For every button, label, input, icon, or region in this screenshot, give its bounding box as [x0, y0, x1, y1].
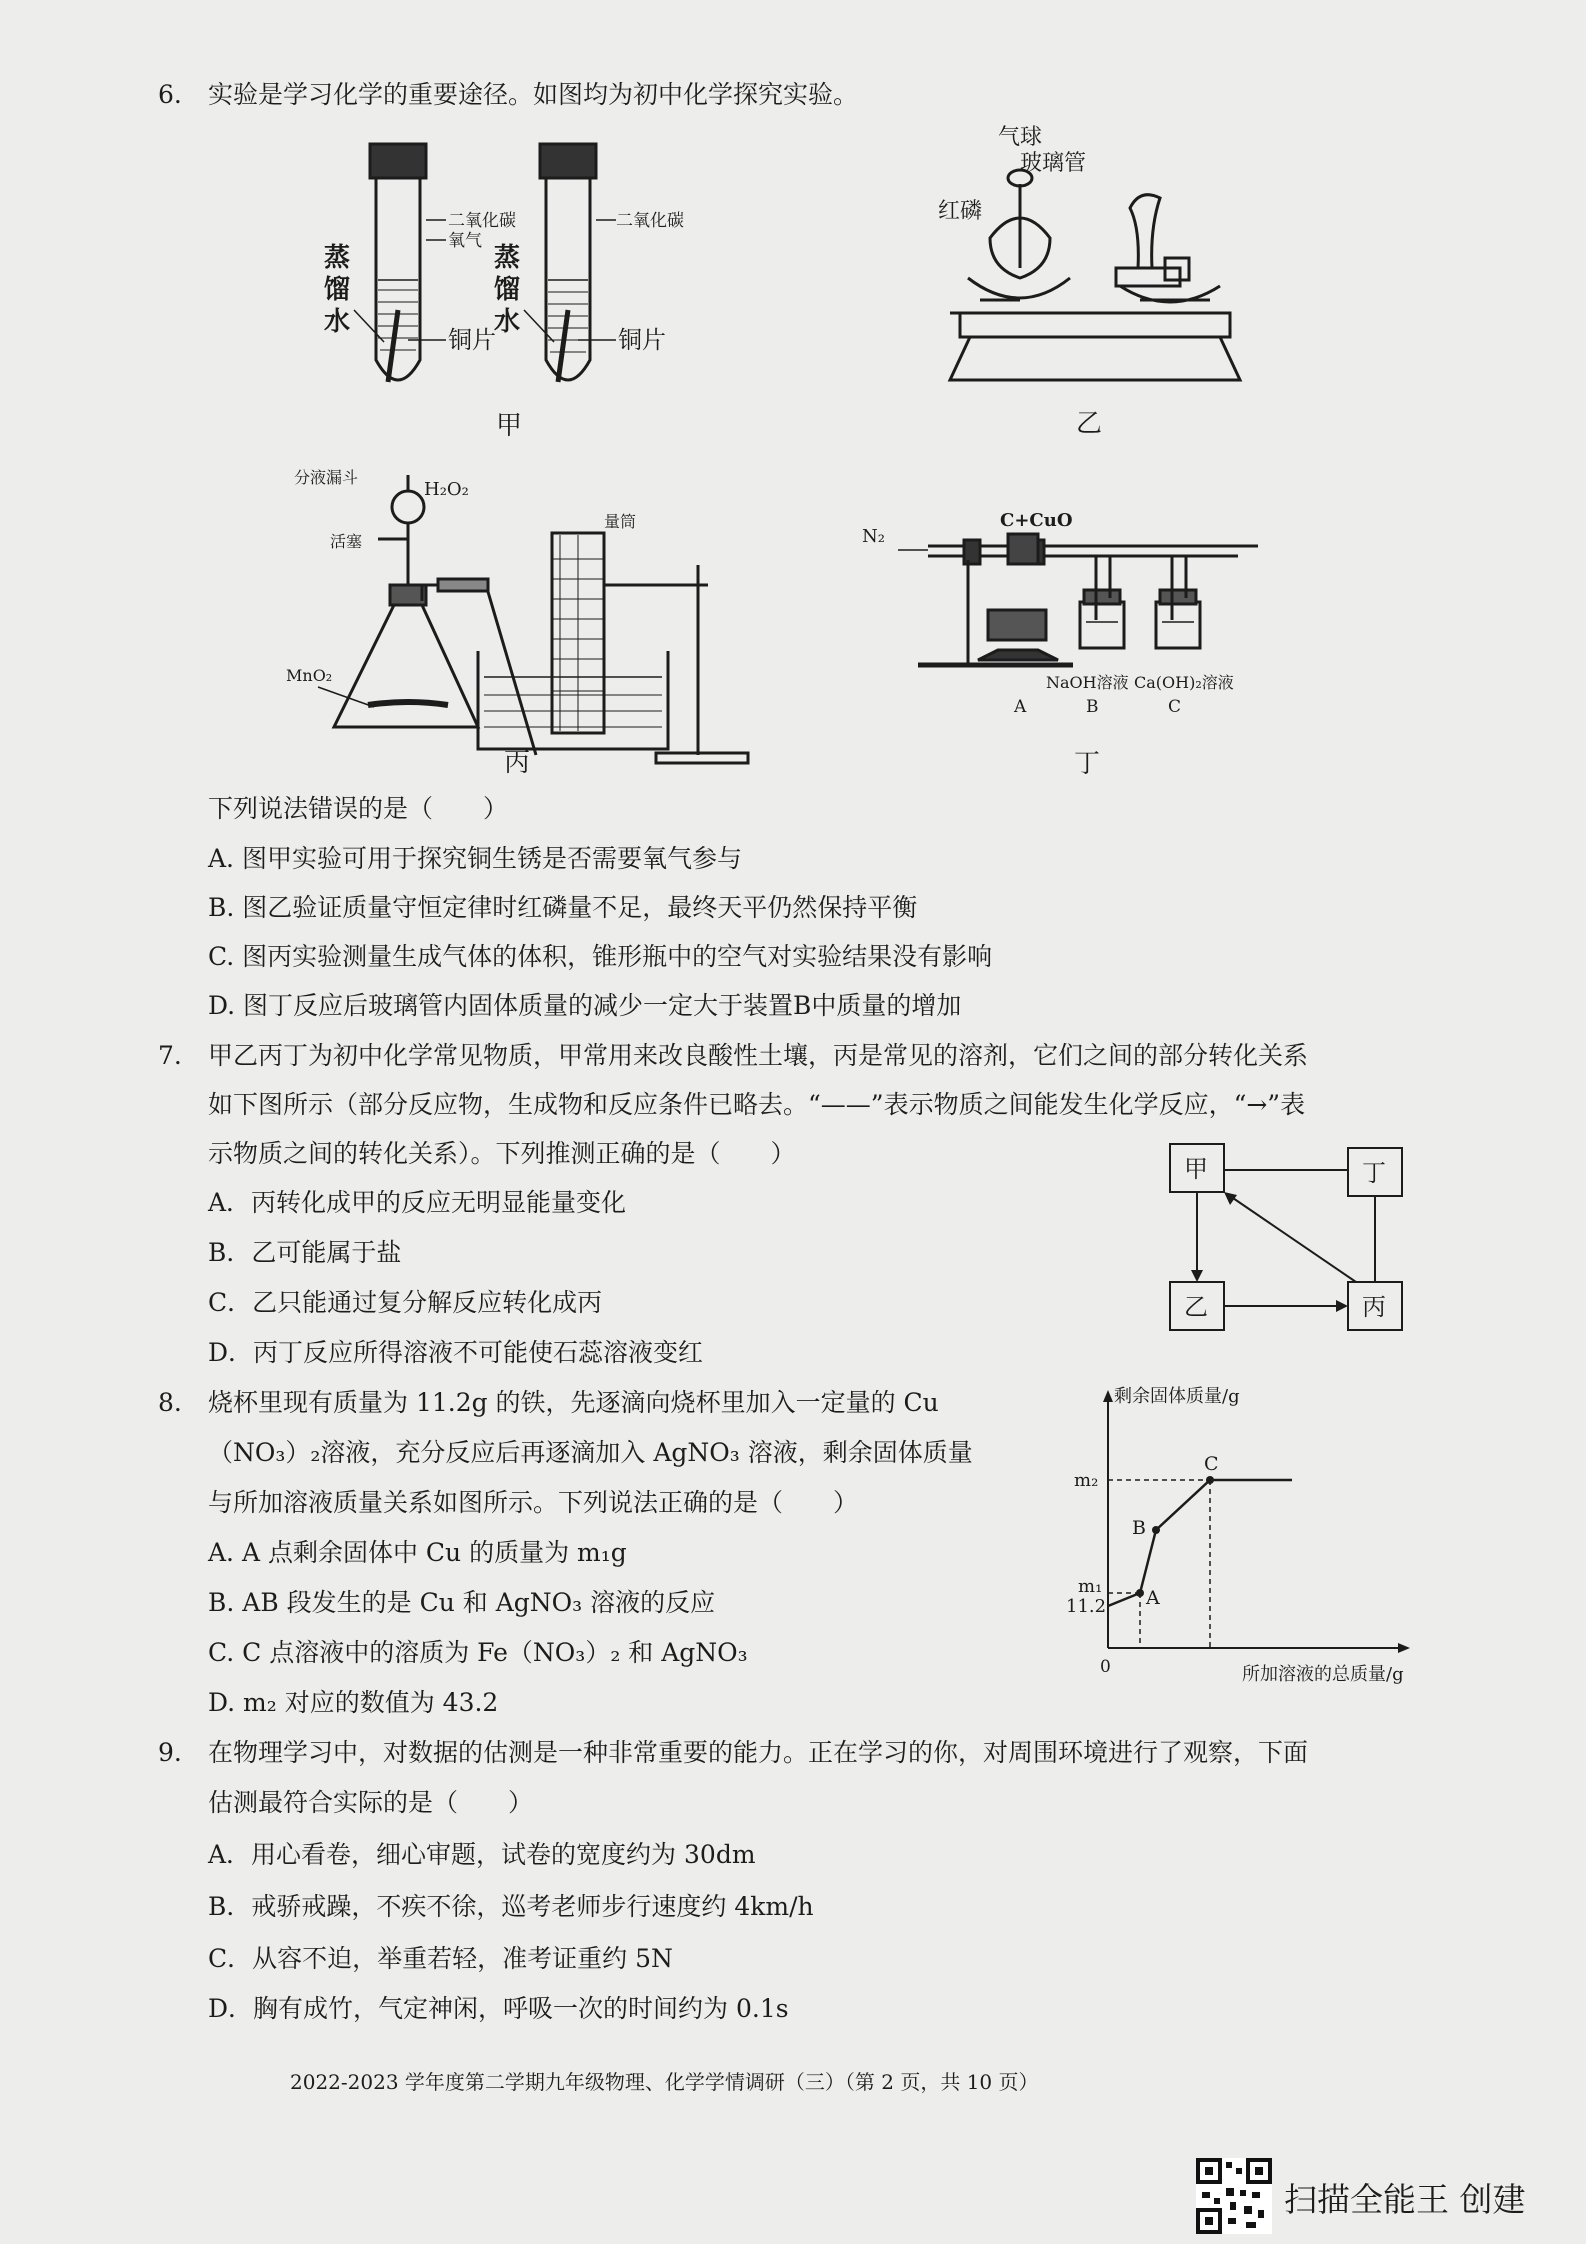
question-9-option-b[interactable]: B．戒骄戒躁，不疾不徐，巡考老师步行速度约 4km/h: [208, 1892, 814, 1921]
question-6-option-a[interactable]: A. 图甲实验可用于探究铜生锈是否需要氧气参与: [208, 844, 742, 873]
balance: [950, 170, 1240, 380]
bing-mno2-label: MnO₂: [286, 666, 333, 685]
jia-gas1-label: 二氧化碳: [448, 211, 516, 231]
tick-11-2: 11.2: [1066, 1596, 1107, 1617]
ding-caoh-label: Ca(OH)₂溶液: [1134, 673, 1234, 692]
question-9-option-a[interactable]: A．用心看卷，细心审题，试卷的宽度约为 30dm: [208, 1840, 756, 1869]
test-tube-left: [370, 144, 446, 382]
page-footer: 2022-2023 学年度第二学期九年级物理、化学学情调研（三）（第 2 页，共 10 页）: [290, 2070, 1039, 2094]
tick-m2: m₂: [1074, 1470, 1099, 1491]
mass-curve: [1108, 1480, 1292, 1606]
question-6-number: 6.: [158, 80, 182, 109]
ding-caption: 丁: [1074, 749, 1101, 779]
box-jia-label: 甲: [1184, 1155, 1208, 1183]
jia-water2-char2: 馏: [494, 275, 521, 305]
question-9-number: 9.: [158, 1738, 182, 1767]
question-7-option-d[interactable]: D．丙丁反应所得溶液不可能使石蕊溶液变红: [208, 1338, 704, 1367]
question-8-number: 8.: [158, 1388, 182, 1417]
question-8-line-3: 与所加溶液质量关系如图所示。下列说法正确的是（ ）: [208, 1488, 859, 1517]
figure-ding: [858, 500, 1298, 790]
question-7-option-b[interactable]: B．乙可能属于盐: [208, 1238, 402, 1267]
jia-water2-char3: 水: [494, 307, 521, 337]
question-7-option-a[interactable]: A．丙转化成甲的反应无明显能量变化: [208, 1188, 627, 1217]
arrow-bing-jia: [1230, 1196, 1356, 1282]
bing-stopcock-label: 活塞: [330, 532, 363, 551]
q7-relation-diagram: [1166, 1140, 1406, 1335]
ding-label-b: B: [1086, 697, 1099, 717]
jia-water-char3: 水: [324, 307, 351, 337]
gas-collection-apparatus: [318, 475, 748, 763]
ding-reactant-label: C+CuO: [1000, 510, 1073, 531]
box-bing-label: 丙: [1362, 1293, 1386, 1321]
graph-xlabel: 所加溶液的总质量/g: [1242, 1664, 1404, 1685]
figure-yi: [920, 118, 1260, 448]
bing-h2o2-label: H₂O₂: [424, 479, 469, 500]
question-8-line-1: 烧杯里现有质量为 11.2g 的铁，先逐滴向烧杯里加入一定量的 Cu: [208, 1388, 939, 1417]
label-c: C: [1204, 1453, 1219, 1475]
question-6-option-c[interactable]: C. 图丙实验测量生成气体的体积，锥形瓶中的空气对实验结果没有影响: [208, 942, 993, 971]
jia-water-char1: 蒸: [324, 243, 351, 273]
question-9-option-d[interactable]: D．胸有成竹，气定神闲，呼吸一次的时间约为 0.1s: [208, 1994, 789, 2023]
question-7-number: 7.: [158, 1041, 182, 1070]
bing-funnel-label: 分液漏斗: [294, 468, 359, 487]
q8-mass-graph: [1052, 1378, 1472, 1698]
watermark-text: 扫描全能王 创建: [1284, 2180, 1526, 2219]
graph-ylabel: 剩余固体质量/g: [1114, 1386, 1240, 1407]
bing-caption: 丙: [504, 748, 531, 778]
box-ding-label: 丁: [1362, 1159, 1386, 1187]
test-tube-right: [540, 144, 616, 382]
point-b: [1152, 1526, 1160, 1534]
question-6-stem: 实验是学习化学的重要途径。如图均为初中化学探究实验。: [208, 80, 859, 109]
figure-jia: [310, 130, 690, 450]
question-9-line-2: 估测最符合实际的是（ ）: [208, 1788, 534, 1817]
yi-glass-tube-label: 玻璃管: [1020, 151, 1087, 176]
yi-red-phosphorus-label: 红磷: [938, 199, 983, 224]
label-b: B: [1132, 1517, 1146, 1539]
figure-bing: [278, 455, 768, 790]
label-a: A: [1146, 1587, 1160, 1609]
jia-caption: 甲: [496, 411, 523, 441]
question-7-line-2: 如下图所示（部分反应物，生成物和反应条件已略去。“——”表示物质之间能发生化学反应，“→”表: [208, 1090, 1306, 1119]
question-7-line-1: 甲乙丙丁为初中化学常见物质，甲常用来改良酸性土壤，丙是常见的溶剂，它们之间的部分转化关系: [208, 1041, 1309, 1070]
qr-code-icon: [1196, 2158, 1272, 2234]
question-9-option-c[interactable]: C．从容不迫，举重若轻，准考证重约 5N: [208, 1944, 673, 1973]
question-7-option-c[interactable]: C．乙只能通过复分解反应转化成丙: [208, 1288, 603, 1317]
reduction-apparatus: [898, 534, 1258, 665]
graph-origin: 0: [1100, 1657, 1111, 1677]
box-yi-label: 乙: [1184, 1293, 1208, 1321]
jia-gas2-label: 氧气: [448, 231, 482, 251]
jia-water-char2: 馏: [324, 275, 351, 305]
question-9-line-1: 在物理学习中，对数据的估测是一种非常重要的能力。正在学习的你，对周围环境进行了观察，下面: [208, 1738, 1309, 1767]
question-8-line-2: （NO₃）₂溶液，充分反应后再逐滴加入 AgNO₃ 溶液，剩余固体质量: [208, 1438, 973, 1467]
yi-balloon-label: 气球: [998, 125, 1043, 150]
point-c: [1206, 1476, 1214, 1484]
ding-n2-label: N₂: [862, 526, 885, 547]
question-7-line-3: 示物质之间的转化关系）。下列推测正确的是（ ）: [208, 1139, 796, 1168]
question-8-option-b[interactable]: B. AB 段发生的是 Cu 和 AgNO₃ 溶液的反应: [208, 1588, 716, 1617]
question-8-option-d[interactable]: D. m₂ 对应的数值为 43.2: [208, 1688, 499, 1717]
jia-water2-char1: 蒸: [494, 243, 521, 273]
ding-naoh-label: NaOH溶液: [1046, 673, 1129, 692]
question-6-option-b[interactable]: B. 图乙验证质量守恒定律时红磷量不足，最终天平仍然保持平衡: [208, 893, 918, 922]
jia-copper-label-right: 铜片: [618, 326, 666, 354]
question-6-ask: 下列说法错误的是（ ）: [208, 794, 509, 823]
jia-copper-label-left: 铜片: [448, 326, 496, 354]
yi-caption: 乙: [1076, 409, 1103, 439]
jia-gas3-label: 二氧化碳: [616, 211, 684, 231]
tick-m1: m₁: [1078, 1576, 1103, 1597]
question-6-option-d[interactable]: D. 图丁反应后玻璃管内固体质量的减少一定大于装置B中质量的增加: [208, 991, 962, 1020]
question-8-option-a[interactable]: A. A 点剩余固体中 Cu 的质量为 m₁g: [208, 1538, 627, 1567]
bing-cylinder-label: 量筒: [604, 512, 637, 531]
ding-label-c: C: [1168, 697, 1182, 717]
question-8-option-c[interactable]: C. C 点溶液中的溶质为 Fe（NO₃）₂ 和 AgNO₃: [208, 1638, 748, 1667]
ding-label-a: A: [1014, 697, 1027, 717]
point-a: [1136, 1589, 1144, 1597]
